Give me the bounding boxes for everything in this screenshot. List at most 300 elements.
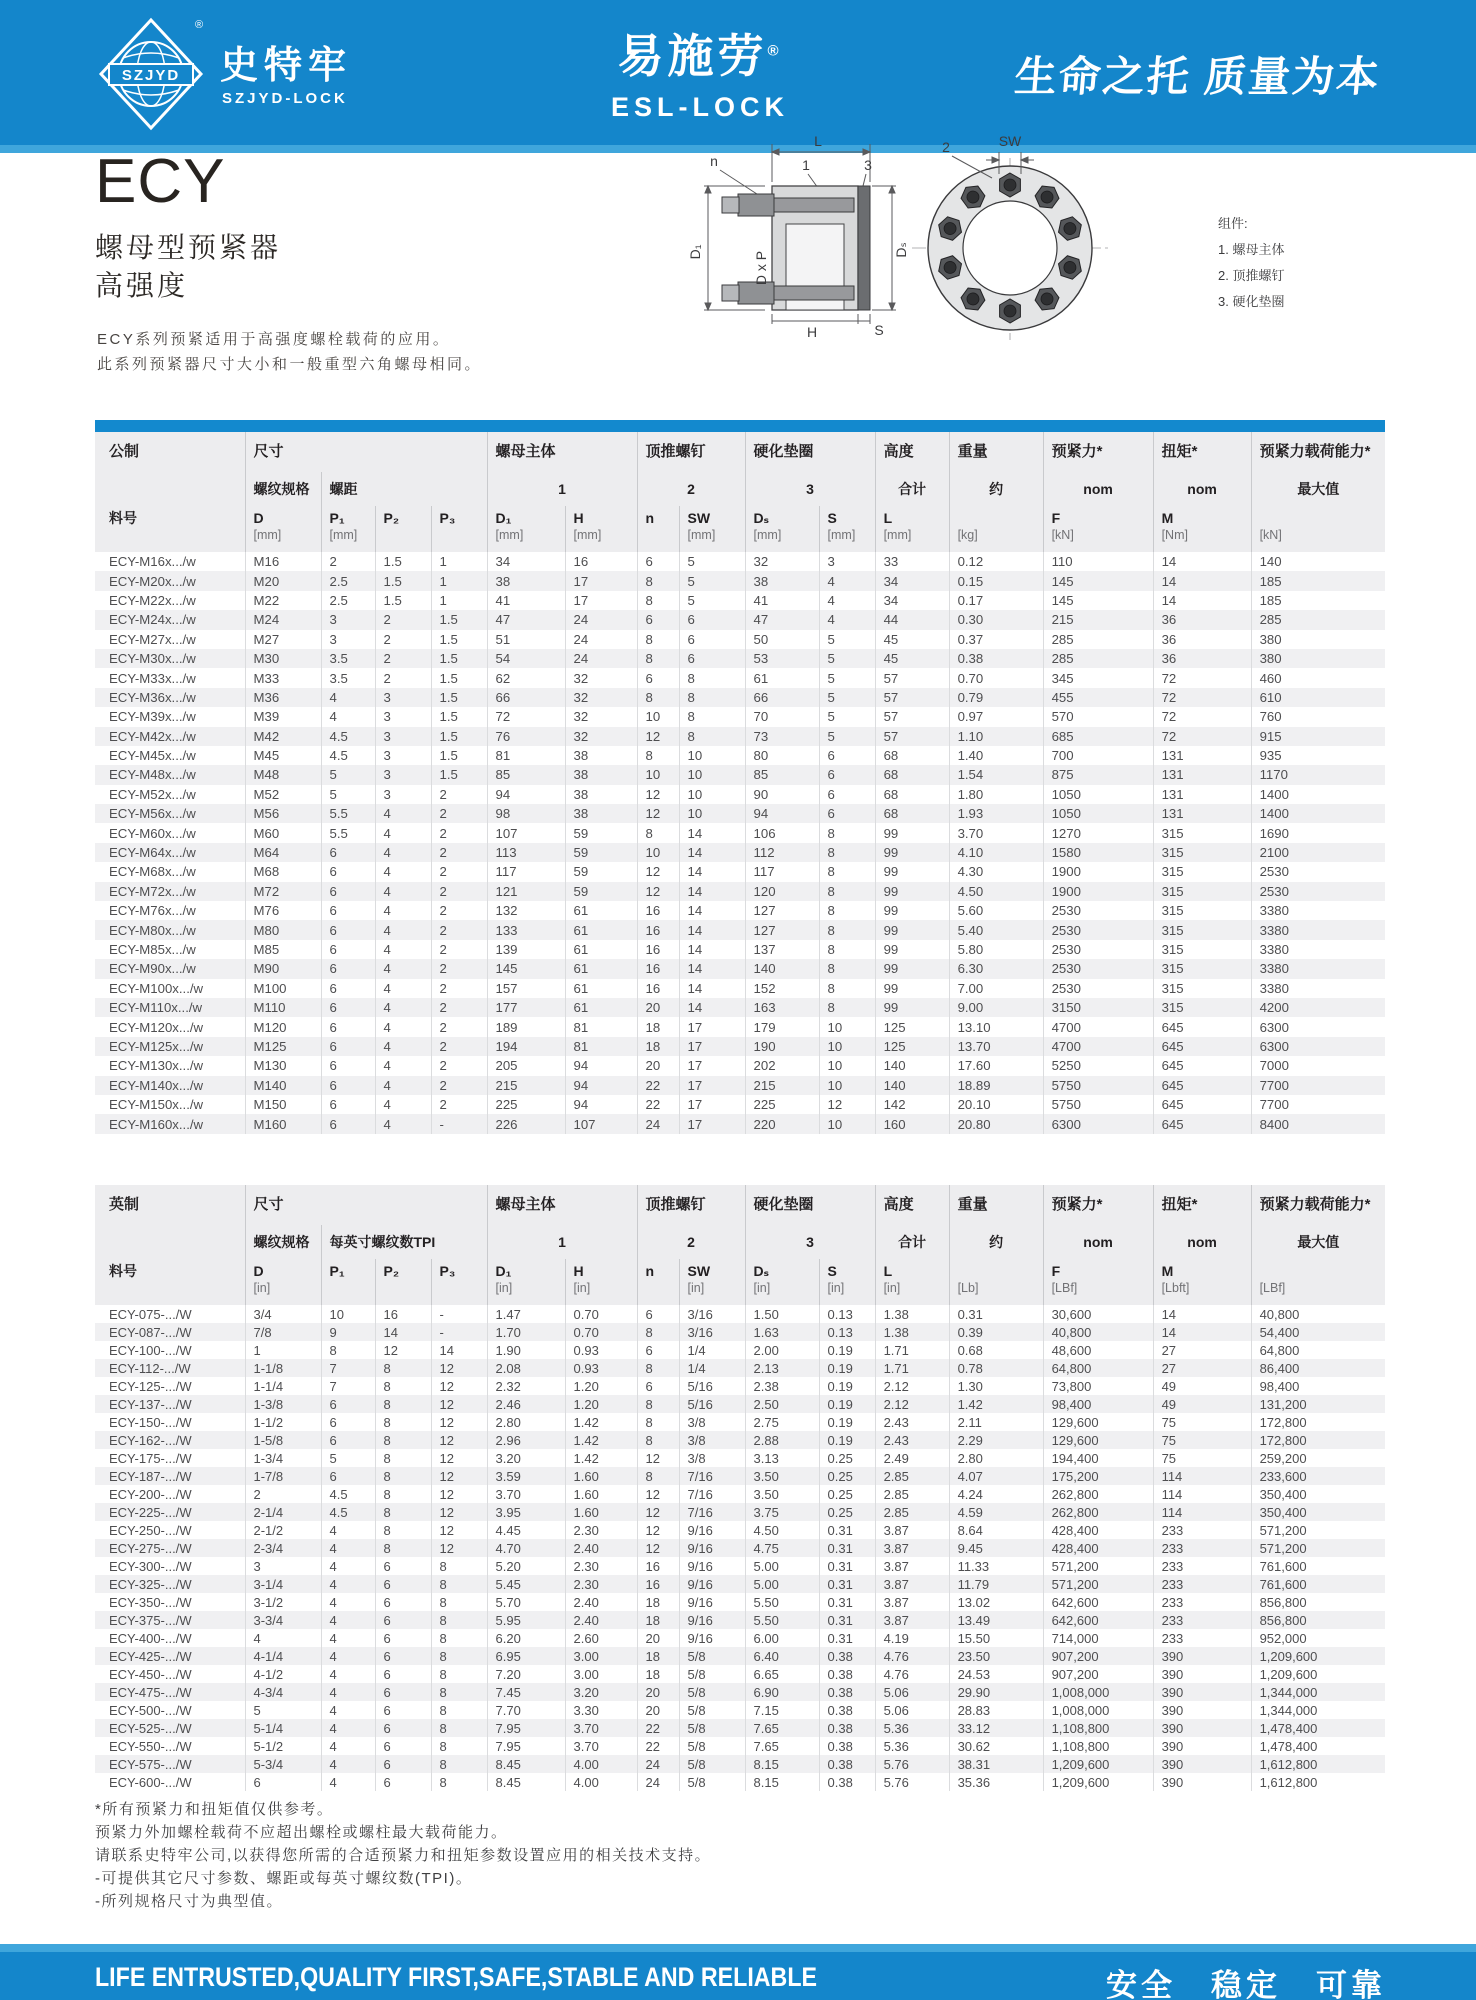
- cell: 4: [375, 940, 431, 959]
- cell: 6: [375, 1665, 431, 1683]
- column-header: L [in]: [875, 1259, 949, 1305]
- cell: 0.17: [949, 591, 1043, 610]
- cell: 215: [745, 1076, 819, 1095]
- cell: 8: [431, 1647, 487, 1665]
- cell: 5-1/4: [245, 1719, 321, 1737]
- cell: 1.38: [875, 1305, 949, 1323]
- cell: 0.25: [819, 1467, 875, 1485]
- cell: 3.70: [565, 1719, 637, 1737]
- cell: 5.36: [875, 1737, 949, 1755]
- cell: 1,209,600: [1043, 1755, 1153, 1773]
- cell: ECY-M24x.../w: [109, 612, 196, 628]
- cell: 2.85: [875, 1503, 949, 1521]
- cell: ECY-100-.../W: [109, 1342, 192, 1358]
- cell: 3.70: [565, 1737, 637, 1755]
- cell: 0.78: [949, 1359, 1043, 1377]
- cell: 0.31: [819, 1611, 875, 1629]
- cell: M60: [245, 823, 321, 842]
- cell: -: [431, 1114, 487, 1133]
- cell: 4: [245, 1629, 321, 1647]
- cell: 0.38: [819, 1719, 875, 1737]
- cell: 14: [679, 979, 745, 998]
- cell: 315: [1153, 998, 1251, 1017]
- column-header: S [in]: [819, 1259, 875, 1305]
- cell: 3/8: [679, 1413, 745, 1431]
- cell: ECY-M68x.../w: [109, 864, 196, 880]
- cell: 185: [1251, 591, 1385, 610]
- cell: 99: [875, 843, 949, 862]
- cell: 38: [565, 746, 637, 765]
- column-header: P₃: [431, 1259, 487, 1305]
- cell: 81: [565, 1017, 637, 1036]
- cell: 4: [375, 901, 431, 920]
- table-row: [95, 959, 1385, 978]
- cell: 117: [487, 862, 565, 881]
- table-row: [95, 1017, 1385, 1036]
- cell: 20: [637, 1683, 679, 1701]
- cell: ECY-575-.../W: [109, 1756, 192, 1772]
- cell: 94: [487, 785, 565, 804]
- cell: 1,612,800: [1251, 1773, 1385, 1791]
- cell: 4.5: [321, 1503, 375, 1521]
- cell: 4.76: [875, 1647, 949, 1665]
- cell: 2.43: [875, 1431, 949, 1449]
- table-row: [95, 1683, 1385, 1701]
- cell: 12: [431, 1449, 487, 1467]
- cell: 1050: [1043, 785, 1153, 804]
- cell: 4.59: [949, 1503, 1043, 1521]
- cell: 8: [431, 1611, 487, 1629]
- table-row: [95, 1503, 1385, 1521]
- cell: 3.87: [875, 1557, 949, 1575]
- cell: 285: [1251, 610, 1385, 629]
- col-sub-nut-no: 1: [487, 472, 637, 506]
- cell: 915: [1251, 727, 1385, 746]
- cell: 4: [321, 1557, 375, 1575]
- cell: 8: [637, 630, 679, 649]
- cell: 1-3/4: [245, 1449, 321, 1467]
- cell: 1400: [1251, 804, 1385, 823]
- cell: 2.49: [875, 1449, 949, 1467]
- cell: 14: [679, 940, 745, 959]
- cell: 2: [431, 1076, 487, 1095]
- cell: 380: [1251, 630, 1385, 649]
- cell: 1: [245, 1341, 321, 1359]
- cell: 1.5: [375, 571, 431, 590]
- cell: 7000: [1251, 1056, 1385, 1075]
- cell: 8: [819, 998, 875, 1017]
- cell: 6: [321, 1056, 375, 1075]
- cell: 8: [679, 727, 745, 746]
- front-labels: [942, 133, 1022, 155]
- imperial-spec-table: [95, 1185, 1385, 1791]
- footnotes: [95, 1798, 711, 1913]
- cell: 17: [679, 1037, 745, 1056]
- cell: 5.40: [949, 920, 1043, 939]
- cell: 3: [375, 765, 431, 784]
- cell: 3: [375, 785, 431, 804]
- cell: 1,612,800: [1251, 1755, 1385, 1773]
- cell: ECY-M120x.../w: [109, 1019, 204, 1035]
- cell: 20: [637, 1056, 679, 1075]
- col-group-torque: 扭矩*: [1153, 1185, 1251, 1225]
- cell: 5.76: [875, 1755, 949, 1773]
- cell: 5/8: [679, 1737, 745, 1755]
- center-brand: [560, 0, 840, 145]
- table-row: [95, 765, 1385, 784]
- cell: 114: [1153, 1467, 1251, 1485]
- cell: ECY-M80x.../w: [109, 922, 196, 938]
- cell: 61: [565, 901, 637, 920]
- cell: 70: [745, 707, 819, 726]
- cell: 3.87: [875, 1593, 949, 1611]
- cell: 4.07: [949, 1467, 1043, 1485]
- cell: 0.30: [949, 610, 1043, 629]
- cell: 0.38: [819, 1701, 875, 1719]
- cell: 16: [375, 1305, 431, 1323]
- cell: 12: [431, 1485, 487, 1503]
- cell: 4: [375, 1095, 431, 1114]
- cell: 172,800: [1251, 1413, 1385, 1431]
- cell: 6: [375, 1683, 431, 1701]
- cell: 3150: [1043, 998, 1153, 1017]
- cell: 6: [321, 920, 375, 939]
- cell: 6: [375, 1701, 431, 1719]
- cell: 36: [1153, 610, 1251, 629]
- cell: 9/16: [679, 1593, 745, 1611]
- nut-cross-section: [722, 186, 870, 310]
- cell: 62: [487, 668, 565, 687]
- col-group-preload: 预紧力*: [1043, 1185, 1153, 1225]
- col-group-washer: 硬化垫圈: [745, 432, 875, 472]
- table-row: [95, 1485, 1385, 1503]
- cell: 3.20: [565, 1683, 637, 1701]
- cell: 33.12: [949, 1719, 1043, 1737]
- cell: 856,800: [1251, 1593, 1385, 1611]
- cell: ECY-175-.../W: [109, 1450, 192, 1466]
- column-header: P₁: [321, 1259, 375, 1305]
- cell: 1400: [1251, 785, 1385, 804]
- cell: 1.5: [431, 668, 487, 687]
- col-sub-preload-nom: nom: [1043, 1225, 1153, 1259]
- cell: 4: [375, 1037, 431, 1056]
- cell: 4: [375, 1056, 431, 1075]
- cell: ECY-M22x.../w: [109, 592, 196, 608]
- cell: 8: [375, 1521, 431, 1539]
- cell: M100: [245, 979, 321, 998]
- cell: ECY-400-.../W: [109, 1630, 192, 1646]
- col-sub-nut-no: 1: [487, 1225, 637, 1259]
- cell: 2: [431, 843, 487, 862]
- table-row: [95, 649, 1385, 668]
- cell: 20: [637, 1701, 679, 1719]
- cell: 18: [637, 1017, 679, 1036]
- cell: 2.32: [487, 1377, 565, 1395]
- cell: 8: [431, 1701, 487, 1719]
- cell: 685: [1043, 727, 1153, 746]
- cell: 390: [1153, 1737, 1251, 1755]
- legend-item: 2. 顶推螺钉: [1218, 268, 1285, 283]
- cell: 94: [745, 804, 819, 823]
- cell: 0.19: [819, 1341, 875, 1359]
- cell: 3/4: [245, 1305, 321, 1323]
- cell: 4: [321, 1683, 375, 1701]
- cell: 907,200: [1043, 1647, 1153, 1665]
- cell: 1.70: [487, 1323, 565, 1341]
- cell: 20.10: [949, 1095, 1043, 1114]
- cell: 4: [321, 1665, 375, 1683]
- cell: 129,600: [1043, 1431, 1153, 1449]
- cell: 8: [637, 746, 679, 765]
- cell: 6: [375, 1737, 431, 1755]
- cell: 0.70: [949, 668, 1043, 687]
- cell: 1.5: [431, 610, 487, 629]
- column-header: Dₛ [mm]: [745, 506, 819, 552]
- table-row: [95, 901, 1385, 920]
- cell: 5.80: [949, 940, 1043, 959]
- cell: ECY-600-.../W: [109, 1774, 192, 1790]
- cell: 5.06: [875, 1701, 949, 1719]
- cell: 1.90: [487, 1341, 565, 1359]
- cell: 7.70: [487, 1701, 565, 1719]
- cell: 13.02: [949, 1593, 1043, 1611]
- cell: 3380: [1251, 920, 1385, 939]
- column-header: [kN]: [1251, 506, 1385, 552]
- cell: 7.65: [745, 1737, 819, 1755]
- cell: 571,200: [1251, 1521, 1385, 1539]
- cell: 24.53: [949, 1665, 1043, 1683]
- cell: 44: [875, 610, 949, 629]
- cell: 3.13: [745, 1449, 819, 1467]
- cell: 610: [1251, 688, 1385, 707]
- cell: 761,600: [1251, 1575, 1385, 1593]
- cell: 5-3/4: [245, 1755, 321, 1773]
- cell: 4: [321, 1521, 375, 1539]
- table-row: [95, 630, 1385, 649]
- cell: 0.31: [819, 1575, 875, 1593]
- cell: 5.00: [745, 1575, 819, 1593]
- cell: 6.90: [745, 1683, 819, 1701]
- table-row: [95, 1076, 1385, 1095]
- cell: 225: [487, 1095, 565, 1114]
- cell: 61: [565, 940, 637, 959]
- cell: ECY-M39x.../w: [109, 709, 196, 725]
- cell: 64,800: [1251, 1341, 1385, 1359]
- cell: M150: [245, 1095, 321, 1114]
- col-sub-thread: 螺纹规格: [245, 472, 321, 506]
- column-header: D [mm]: [245, 506, 321, 552]
- cell: 345: [1043, 668, 1153, 687]
- cell: 66: [487, 688, 565, 707]
- cell: 0.25: [819, 1503, 875, 1521]
- col-group-jack-screw: 顶推螺钉: [637, 1185, 745, 1225]
- cell: 81: [565, 1037, 637, 1056]
- cell: 315: [1153, 882, 1251, 901]
- svg-text:n: n: [710, 153, 718, 169]
- metric-table-accent-bar: [95, 420, 1385, 432]
- cell: ECY-M48x.../w: [109, 767, 196, 783]
- cell: 9/16: [679, 1521, 745, 1539]
- brand-name-cn: 史特牢: [220, 45, 353, 87]
- cell: 10: [679, 765, 745, 784]
- cell: 94: [565, 1076, 637, 1095]
- cell: ECY-325-.../W: [109, 1576, 192, 1592]
- cell: 5750: [1043, 1095, 1153, 1114]
- cell: 4.75: [745, 1539, 819, 1557]
- cell: 5: [679, 591, 745, 610]
- table-row: [95, 1323, 1385, 1341]
- cell: 85: [745, 765, 819, 784]
- cell: 1/4: [679, 1359, 745, 1377]
- table-row: [95, 804, 1385, 823]
- cell: ECY-250-.../W: [109, 1522, 192, 1538]
- cell: 2.43: [875, 1413, 949, 1431]
- cell: 1.5: [431, 727, 487, 746]
- cell: 10: [819, 1037, 875, 1056]
- cell: M64: [245, 843, 321, 862]
- cell: 390: [1153, 1755, 1251, 1773]
- cell: 40,800: [1251, 1305, 1385, 1323]
- cell: 3380: [1251, 979, 1385, 998]
- cell: 12: [637, 1539, 679, 1557]
- col-sub-thread: 螺纹规格: [245, 1225, 321, 1259]
- col-sub-torque-nom: nom: [1153, 472, 1251, 506]
- cell: 6: [321, 1395, 375, 1413]
- svg-text:2: 2: [942, 139, 950, 155]
- col-sub-approx: 约: [949, 1225, 1043, 1259]
- cell: 14: [1153, 552, 1251, 571]
- cell: 3.20: [487, 1449, 565, 1467]
- cell: 131: [1153, 785, 1251, 804]
- cell: ECY-M16x.../w: [109, 554, 196, 570]
- column-header: M [Lbft]: [1153, 1259, 1251, 1305]
- table-row: [95, 1593, 1385, 1611]
- cell: 2: [431, 862, 487, 881]
- cell: 1.20: [565, 1377, 637, 1395]
- cell: 285: [1043, 649, 1153, 668]
- cell: 0.70: [565, 1305, 637, 1323]
- cell: 2.5: [321, 591, 375, 610]
- cell: 12: [637, 1503, 679, 1521]
- cell: 1,209,600: [1043, 1773, 1153, 1791]
- cell: 1: [431, 571, 487, 590]
- cell: 5.00: [745, 1557, 819, 1575]
- cell: 7.20: [487, 1665, 565, 1683]
- cell: 3: [245, 1557, 321, 1575]
- cell: 17.60: [949, 1056, 1043, 1075]
- cell: 6: [375, 1611, 431, 1629]
- cell: 6: [321, 1467, 375, 1485]
- cell: 8.45: [487, 1773, 565, 1791]
- description-line: 此系列预紧器尺寸大小和一般重型六角螺母相同。: [97, 356, 483, 373]
- cell: 68: [875, 785, 949, 804]
- cell: 645: [1153, 1017, 1251, 1036]
- cell: 98,400: [1043, 1395, 1153, 1413]
- col-group-nut-body: 螺母主体: [487, 1185, 637, 1225]
- cell: 32: [565, 688, 637, 707]
- cell: 570: [1043, 707, 1153, 726]
- cell: 315: [1153, 843, 1251, 862]
- cell: 145: [487, 959, 565, 978]
- cell: 1-1/2: [245, 1413, 321, 1431]
- cell: 8: [637, 591, 679, 610]
- cell: 86,400: [1251, 1359, 1385, 1377]
- cell: 20: [637, 1629, 679, 1647]
- cell: 2.11: [949, 1413, 1043, 1431]
- column-header: F [LBf]: [1043, 1259, 1153, 1305]
- col-sub-screw-no: 2: [637, 472, 745, 506]
- cell: 0.19: [819, 1395, 875, 1413]
- cell: 45: [875, 649, 949, 668]
- cell: 2.88: [745, 1431, 819, 1449]
- cell: 68: [875, 804, 949, 823]
- cell: 5: [819, 668, 875, 687]
- cell: 4: [321, 707, 375, 726]
- cell: 75: [1153, 1413, 1251, 1431]
- cell: 9/16: [679, 1557, 745, 1575]
- cell: 3.95: [487, 1503, 565, 1521]
- cell: 315: [1153, 920, 1251, 939]
- svg-text:D₁: D₁: [687, 244, 703, 260]
- cell: 6: [321, 1037, 375, 1056]
- table-row: [95, 1359, 1385, 1377]
- cell: 61: [565, 998, 637, 1017]
- cell: 714,000: [1043, 1629, 1153, 1647]
- cell: 10: [679, 785, 745, 804]
- cell: 4: [321, 1773, 375, 1791]
- cell: 6.20: [487, 1629, 565, 1647]
- cell: 2-1/4: [245, 1503, 321, 1521]
- cell: 0.70: [565, 1323, 637, 1341]
- cell: 98,400: [1251, 1377, 1385, 1395]
- cell: 8: [819, 940, 875, 959]
- cell: 8: [637, 649, 679, 668]
- cell: 18: [637, 1593, 679, 1611]
- cell: ECY-M64x.../w: [109, 845, 196, 861]
- cell: 12: [431, 1431, 487, 1449]
- cell: 2.50: [745, 1395, 819, 1413]
- cell: M52: [245, 785, 321, 804]
- cell: 2.30: [565, 1521, 637, 1539]
- cell: 6: [637, 1305, 679, 1323]
- cell: 6: [375, 1773, 431, 1791]
- cell: 8: [431, 1773, 487, 1791]
- cell: 7/16: [679, 1485, 745, 1503]
- cell: 262,800: [1043, 1485, 1153, 1503]
- cell: 140: [875, 1056, 949, 1075]
- cell: 16: [637, 901, 679, 920]
- table-row: [95, 1773, 1385, 1791]
- cell: 2.5: [321, 571, 375, 590]
- registered-mark: ®: [767, 42, 783, 60]
- cell: 14: [679, 998, 745, 1017]
- cell: 5.06: [875, 1683, 949, 1701]
- cell: 90: [745, 785, 819, 804]
- cell: 315: [1153, 901, 1251, 920]
- cell: M20: [245, 571, 321, 590]
- cell: 645: [1153, 1056, 1251, 1075]
- cell: 12: [637, 862, 679, 881]
- cell: 4: [375, 979, 431, 998]
- cell: 27: [1153, 1359, 1251, 1377]
- cell: 315: [1153, 940, 1251, 959]
- cell: M72: [245, 882, 321, 901]
- col-group-height: 高度: [875, 432, 949, 472]
- cell: 202: [745, 1056, 819, 1075]
- cell: 4: [375, 804, 431, 823]
- cell: 6: [321, 979, 375, 998]
- table-row: [95, 1095, 1385, 1114]
